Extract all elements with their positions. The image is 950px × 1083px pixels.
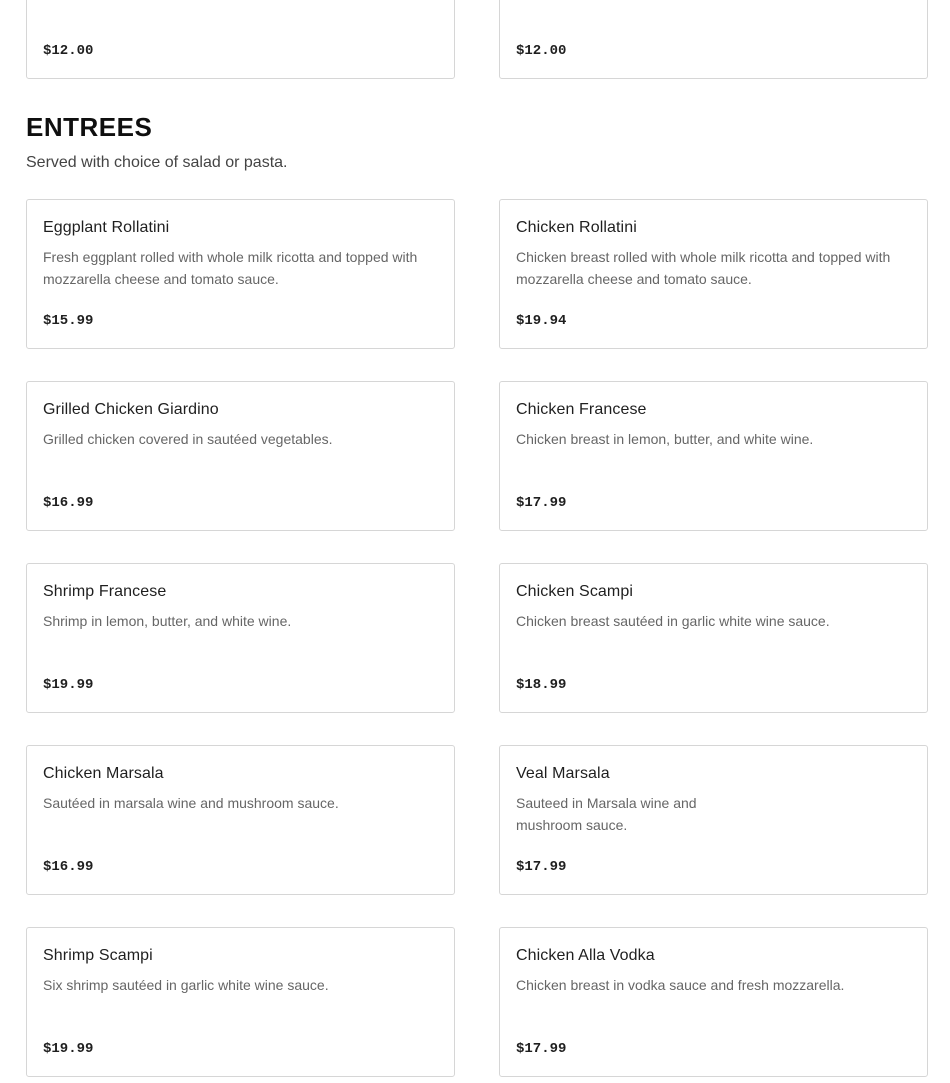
menu-item-card[interactable] [26,927,455,1077]
menu-item-name: Chicken Marsala [43,765,164,782]
menu-item-description: Chicken breast sautéed in garlic white wine sauce. [516,613,830,629]
menu-item-price: $15.99 [43,313,94,329]
menu-item-price: $17.99 [516,1041,567,1057]
menu-item-description: Chicken breast rolled with whole milk ricotta and topped with mozzarella cheese and tomato sauce. [516,249,891,287]
menu-item-description: Grilled chicken covered in sautéed vegetables. [43,431,333,447]
menu-item-card[interactable] [499,927,928,1077]
menu-item-name: Chicken Alla Vodka [516,947,655,964]
menu-item-name: Chicken Francese [516,401,647,418]
menu-item-name: Shrimp Francese [43,583,167,600]
menu-item-price: $16.99 [43,495,94,511]
menu-item-name: Chicken Scampi [516,583,634,600]
menu-item-card[interactable] [499,199,928,349]
menu-item-description: Fresh eggplant rolled with whole milk ricotta and topped with mozzarella cheese and tomato sauce. [43,249,418,287]
menu-item-price: $18.99 [516,677,567,693]
menu-item-price: $12.00 [43,43,94,59]
menu-item-card[interactable] [26,745,455,895]
menu-item-card[interactable] [26,381,455,531]
menu-item-name: Shrimp Scampi [43,947,153,964]
menu-item-description: Sauteed in Marsala wine and mushroom sauce. [516,795,697,833]
menu-item-card[interactable] [499,0,928,79]
menu-item-card[interactable] [26,199,455,349]
menu-item-price: $17.99 [516,859,567,875]
section-title: ENTREES [26,112,153,142]
section-subtitle: Served with choice of salad or pasta. [26,154,288,171]
menu-item-description: Six shrimp sautéed in garlic white wine sauce. [43,977,329,993]
menu-item-price: $19.94 [516,313,567,329]
menu-item-card[interactable] [26,0,455,79]
menu-item-card[interactable] [499,563,928,713]
menu-item-card[interactable] [499,745,928,895]
menu-item-name: Grilled Chicken Giardino [43,401,219,418]
menu-item-price: $19.99 [43,1041,94,1057]
menu-item-price: $19.99 [43,677,94,693]
menu-item-description: Chicken breast in vodka sauce and fresh mozzarella. [516,977,845,993]
menu-item-name: Eggplant Rollatini [43,219,170,236]
menu-item-name: Veal Marsala [516,765,610,782]
menu-item-name: Chicken Rollatini [516,219,637,236]
menu-item-card[interactable] [26,563,455,713]
menu-item-description: Sautéed in marsala wine and mushroom sauce. [43,795,339,811]
menu-item-price: $17.99 [516,495,567,511]
menu-item-price: $12.00 [516,43,567,59]
menu-item-description: Chicken breast in lemon, butter, and white wine. [516,431,814,447]
menu-item-description: Shrimp in lemon, butter, and white wine. [43,613,292,629]
menu-item-card[interactable] [499,381,928,531]
menu-item-price: $16.99 [43,859,94,875]
